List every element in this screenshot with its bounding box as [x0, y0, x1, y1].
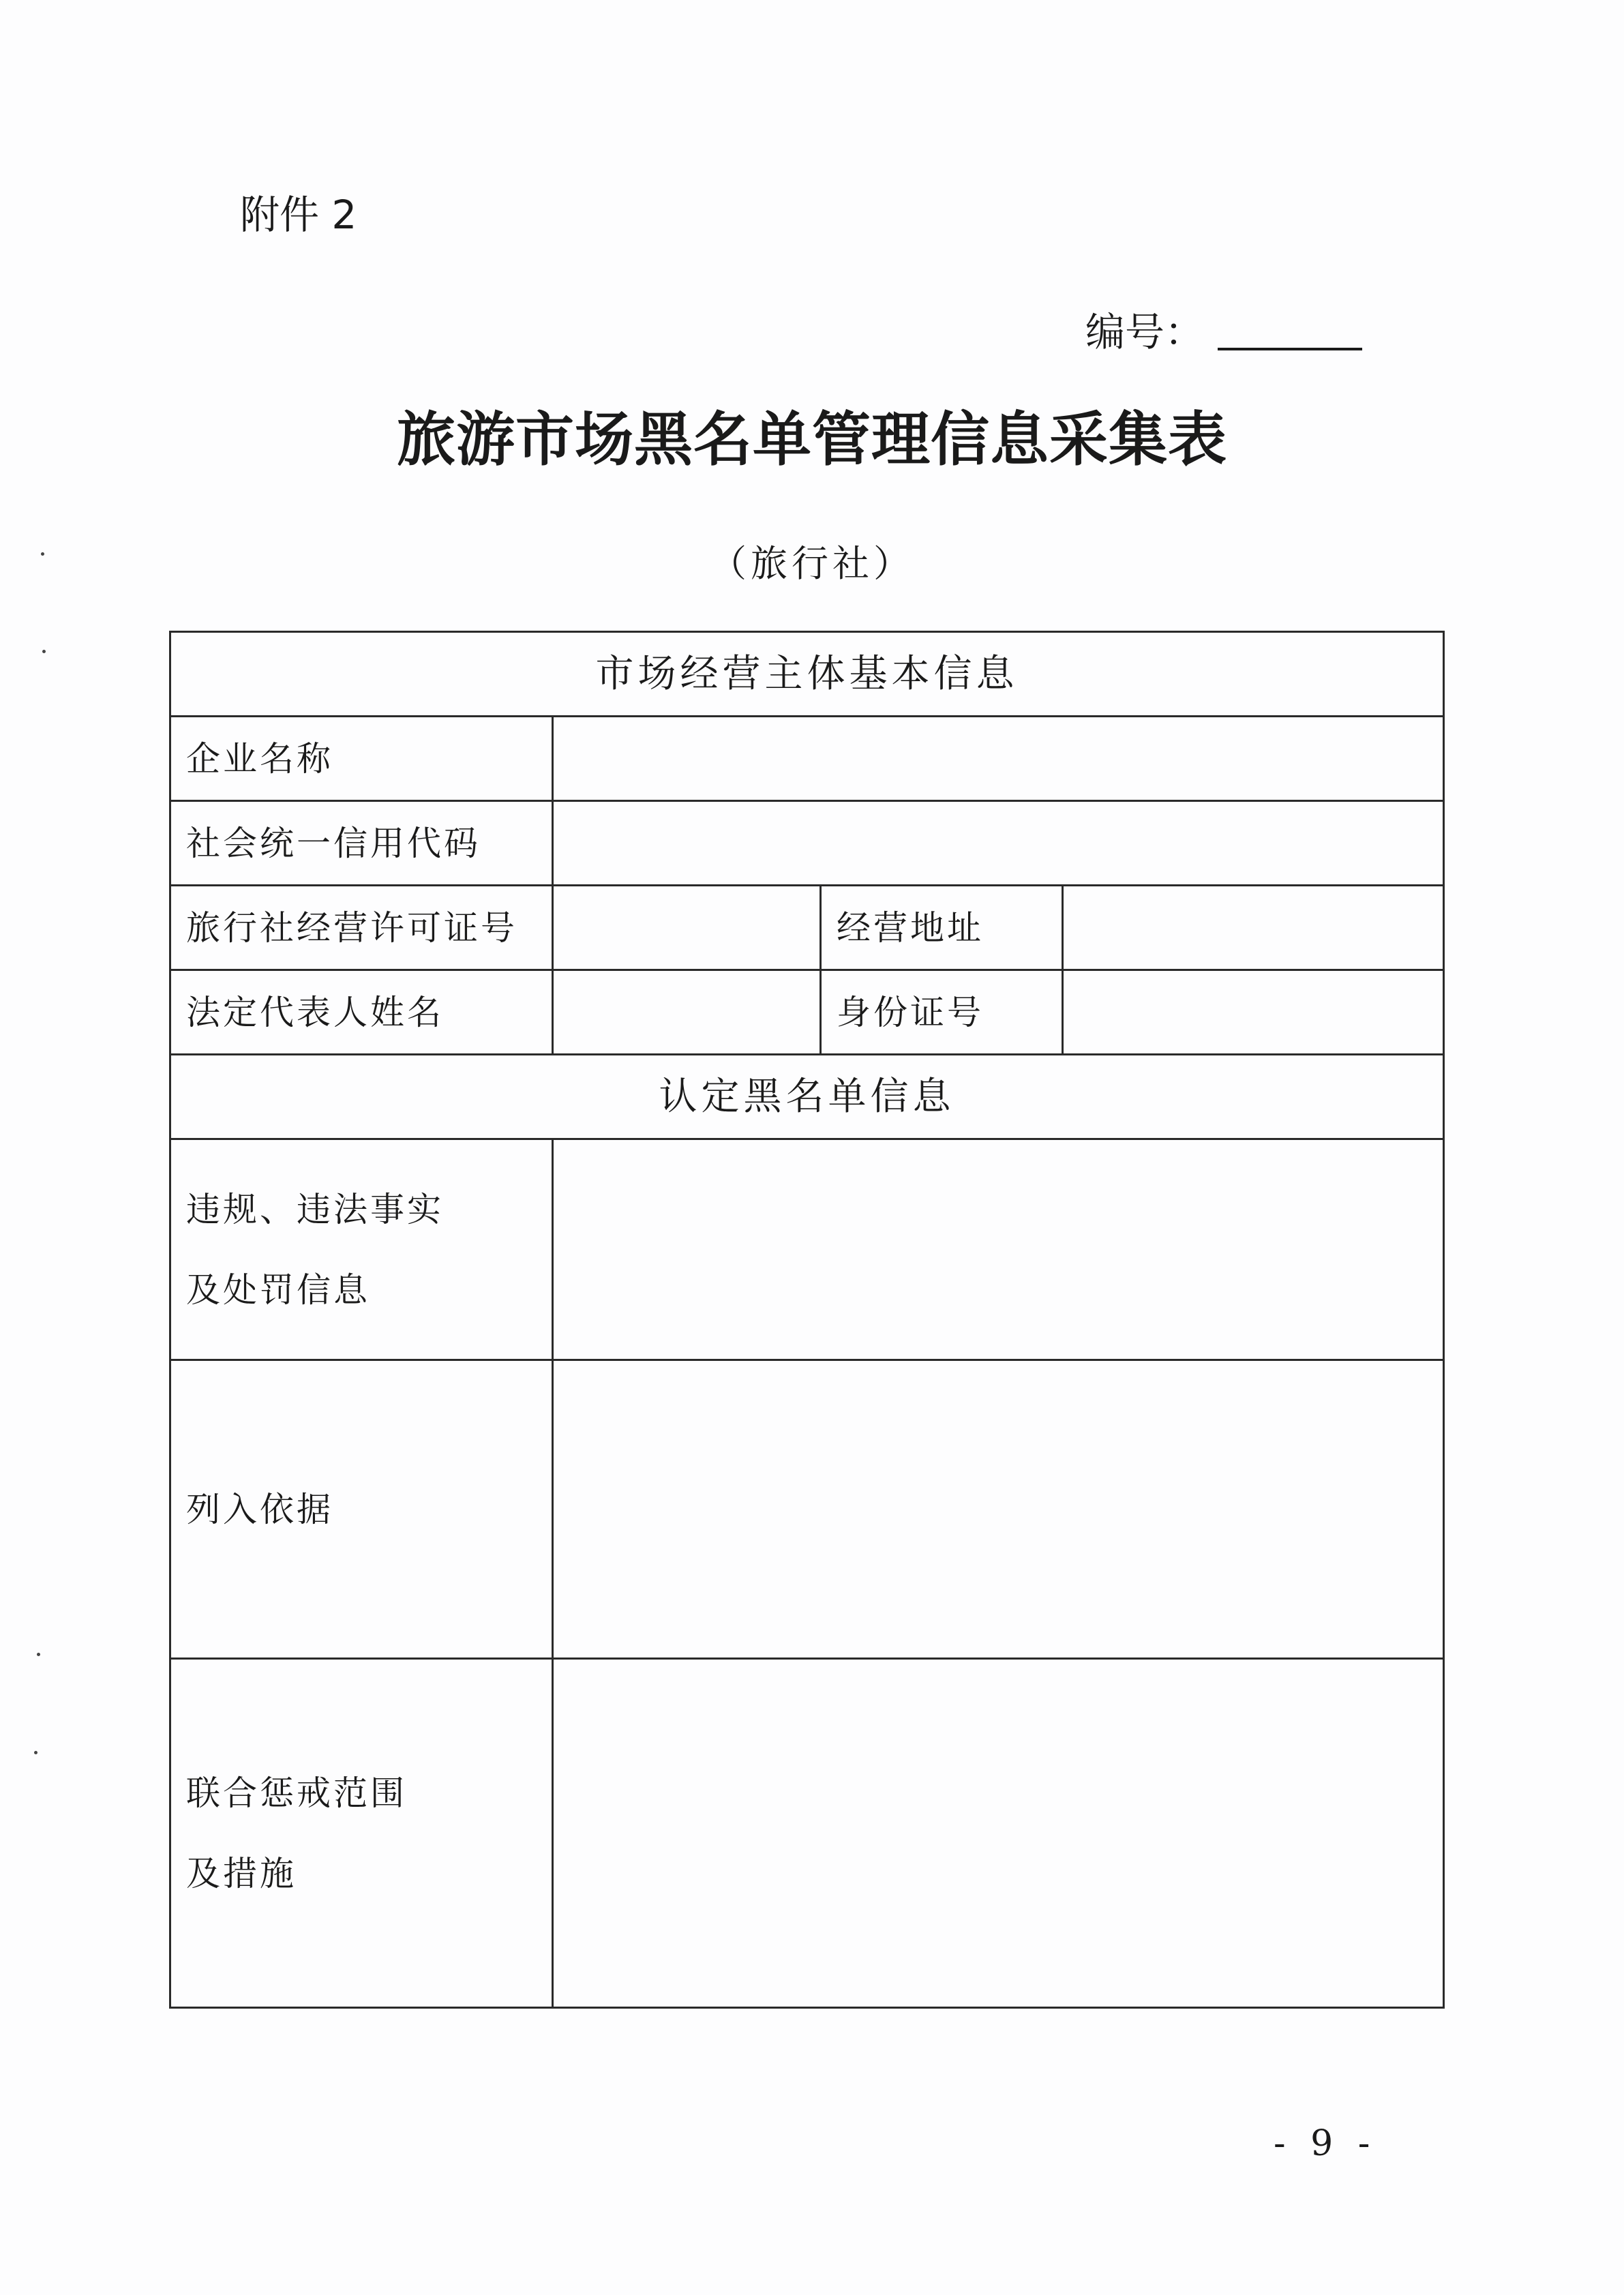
listing-basis-label: 列入依据	[170, 1360, 553, 1659]
violation-label-line2: 及处罚信息	[186, 1270, 370, 1310]
scan-speck	[37, 1653, 40, 1656]
license-number-field[interactable]	[553, 886, 821, 970]
scan-speck	[34, 1751, 37, 1754]
id-number-label: 身份证号	[821, 970, 1063, 1055]
id-number-field[interactable]	[1063, 970, 1444, 1055]
enterprise-name-field[interactable]	[553, 717, 1444, 801]
scan-speck	[42, 650, 46, 653]
info-collection-table	[169, 631, 1445, 2009]
form-subtitle: （旅行社）	[710, 542, 914, 585]
section-header-blacklist-info: 认定黑名单信息	[170, 1055, 1444, 1139]
license-number-label: 旅行社经营许可证号	[170, 886, 553, 970]
violation-label-line1: 违规、违法事实	[186, 1189, 444, 1229]
table-row	[170, 1139, 1444, 1360]
table-row	[170, 632, 1444, 717]
credit-code-field[interactable]	[553, 801, 1444, 886]
punishment-label-line2: 及措施	[186, 1853, 297, 1893]
serial-number-field	[1085, 309, 1362, 355]
table-row	[170, 801, 1444, 886]
attachment-label: 附件 2	[240, 192, 357, 238]
table-row	[170, 717, 1444, 801]
table-row	[170, 1360, 1444, 1659]
scan-speck	[41, 552, 44, 556]
table-row	[170, 886, 1444, 970]
serial-number-label: 编号：	[1085, 309, 1205, 355]
business-address-label: 经营地址	[821, 886, 1063, 970]
violation-facts-label	[170, 1139, 553, 1360]
punishment-label-line1: 联合惩戒范围	[186, 1773, 407, 1813]
table-row	[170, 970, 1444, 1055]
business-address-field[interactable]	[1063, 886, 1444, 970]
violation-facts-field[interactable]	[553, 1139, 1444, 1360]
joint-punishment-field[interactable]	[553, 1659, 1444, 2008]
serial-number-blank[interactable]	[1218, 348, 1362, 350]
table-row	[170, 1659, 1444, 2008]
enterprise-name-label: 企业名称	[170, 717, 553, 801]
legal-rep-name-label: 法定代表人姓名	[170, 970, 553, 1055]
legal-rep-name-field[interactable]	[553, 970, 821, 1055]
page-number: - 9 -	[1274, 2123, 1377, 2164]
joint-punishment-label	[170, 1659, 553, 2008]
table-row	[170, 1055, 1444, 1139]
form-title: 旅游市场黑名单管理信息采集表	[397, 405, 1227, 474]
listing-basis-field[interactable]	[553, 1360, 1444, 1659]
credit-code-label: 社会统一信用代码	[170, 801, 553, 886]
section-header-basic-info: 市场经营主体基本信息	[170, 632, 1444, 717]
